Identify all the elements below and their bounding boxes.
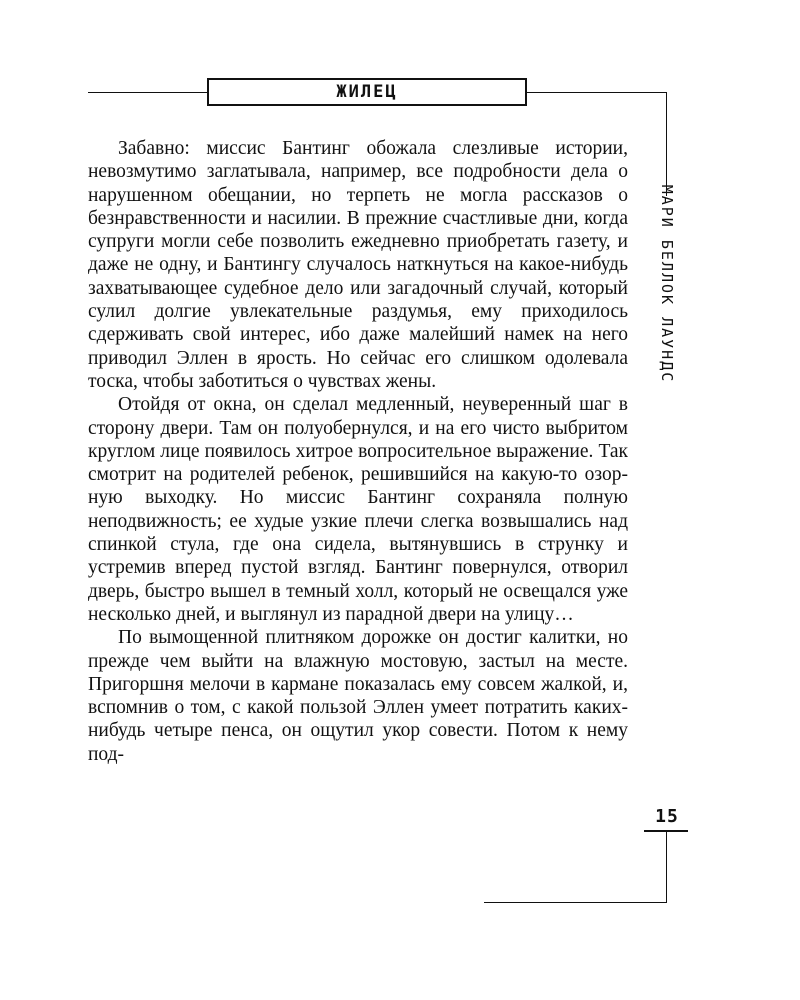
- footer-rule: [484, 902, 667, 903]
- margin-rule-bottom: [666, 831, 667, 903]
- header-rule-right: [527, 92, 667, 93]
- running-title-box: [207, 78, 527, 106]
- author-name-vertical: МАРИ БЕЛЛОК ЛАУНДС: [658, 184, 676, 384]
- page-number: 15: [655, 806, 679, 827]
- paragraph: Забавно: миссис Бантинг обожала слезливые истории, невозмутимо заглатывала, например, все подробности дела о нарушенном обещании, но терпеть не могла рассказов о безнравственности и насилии. В прежние счастливые дни, когда супруги могли себе позволить ежедневно приобретать газету, и даже не одну, и Бантингу случалось наткнуться на какое-нибудь захватывающее судебное дело или загадочный случай, который сулил долгие увлекательные раздумья, ему приходилось сдерживать свой интерес, ибо даже малейший намек на него приводил Эллен в ярость. Но сейчас его слишком одолевала тоска, чтобы заботиться о чувствах жены.: [88, 138, 628, 392]
- margin-rule-top: [666, 92, 667, 196]
- header-rule-left: [88, 92, 208, 93]
- running-title: ЖИЛЕЦ: [336, 82, 398, 102]
- paragraph: По вымощенной плитняком дорожке он достиг калитки, но прежде чем выйти на влажную мостовую, застыл на месте. Пригоршня мелочи в кармане показалась ему совсем жалкой, и, вспомнив о том, с какой пользой Эллен умеет потратить каких-нибудь четыре пенса, он ощутил укор совести. Потом к нему под-: [88, 627, 628, 765]
- paragraph: Отойдя от окна, он сделал медленный, неуверенный шаг в сторону двери. Там он полуобернулся, и на его чисто выбритом круглом лице появилось хитрое вопросительное выражение. Так смотрит на родителей ребенок, решившийся на какую-то озорную выходку. Но миссис Бантинг сохраняла полную неподвижность; ее худые узкие плечи слегка возвышались над спинкой стула, где она сидела, вытянувшись в струнку и устремив вперед пустой взгляд. Бантинг повернулся, отворил дверь, быстро вышел в темный холл, который не освещался уже несколько дней, и выглянул из парадной двери на улицу…: [88, 394, 628, 625]
- body-text: [88, 137, 628, 766]
